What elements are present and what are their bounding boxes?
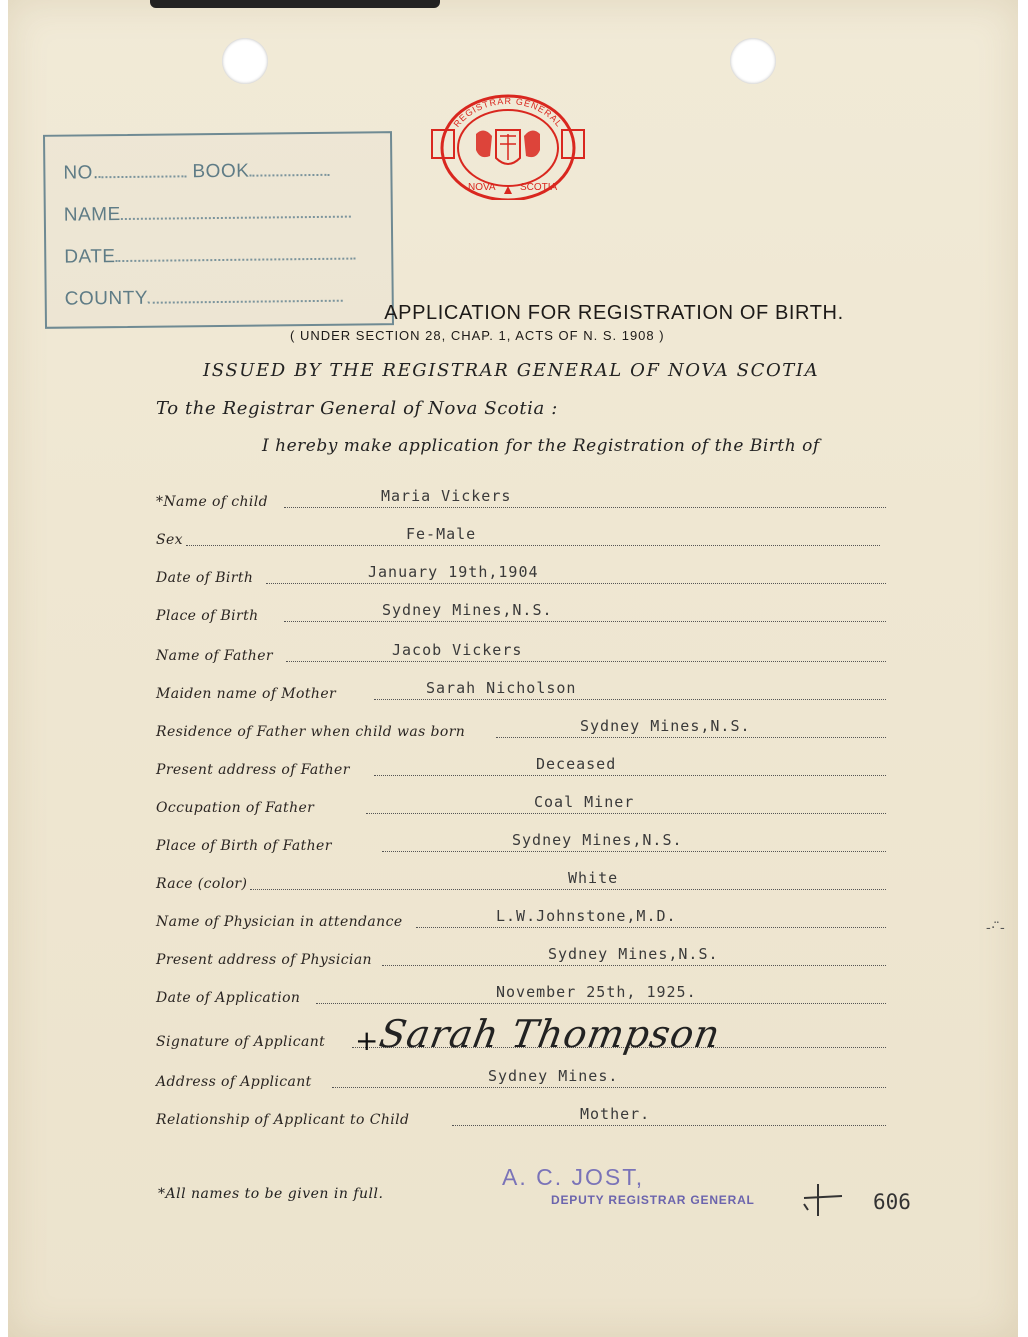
- registration-number: 606: [873, 1190, 911, 1214]
- registration-stamp: [43, 131, 394, 329]
- margin-mark: -⋅ ̈-: [986, 920, 1005, 936]
- field-signature-of-applicant: Signature of Applicant: [156, 1026, 886, 1052]
- field-present-address-of-physician: Present address of Physician Sydney Mines,N.S.: [156, 944, 886, 970]
- stamp-county-label: COUNTY: [64, 287, 149, 310]
- footnote: *All names to be given in full.: [158, 1186, 384, 1202]
- document-title: APPLICATION FOR REGISTRATION OF BIRTH.: [384, 302, 844, 324]
- field-sex: Sex Fe-Male: [156, 524, 880, 550]
- binder-clip-edge: [150, 0, 440, 8]
- stamp-no-label: NO.: [63, 162, 99, 184]
- registrar-general-seal: [428, 90, 588, 200]
- seal-nova-text: NOVA: [468, 182, 496, 193]
- field-place-of-birth-of-father: Place of Birth of Father Sydney Mines,N.S.: [156, 830, 886, 856]
- deputy-registrar-stamp-title: DEPUTY REGISTRAR GENERAL: [551, 1193, 755, 1207]
- value-physician-in-attendance: L.W.Johnstone,M.D.: [496, 907, 677, 925]
- value-present-address-of-father: Deceased: [536, 755, 617, 773]
- stamp-book-label: BOOK: [192, 160, 250, 183]
- value-residence-of-father: Sydney Mines,N.S.: [580, 717, 751, 735]
- field-physician-in-attendance: Name of Physician in attendance L.W.Johnstone,M.D.: [156, 906, 886, 932]
- value-place-of-birth-of-father: Sydney Mines,N.S.: [512, 831, 683, 849]
- punch-hole-right: [730, 38, 776, 84]
- value-relationship-of-applicant: Mother.: [580, 1105, 651, 1123]
- applicant-signature: Sarah Thompson: [376, 1012, 724, 1056]
- value-sex: Fe-Male: [406, 525, 477, 543]
- issued-by-line: ISSUED BY THE REGISTRAR GENERAL OF NOVA SCOTIA: [203, 360, 820, 381]
- value-date-of-birth: January 19th,1904: [368, 563, 539, 581]
- field-date-of-application: Date of Application November 25th, 1925.: [156, 982, 886, 1008]
- seal-top-text: REGISTRAR GENERAL: [451, 95, 565, 130]
- value-address-of-applicant: Sydney Mines.: [488, 1067, 619, 1085]
- deputy-registrar-stamp-name: A. C. JOST,: [502, 1164, 645, 1190]
- stamp-name-label: NAME: [63, 204, 121, 226]
- applicant-mark: +: [355, 1024, 379, 1057]
- value-name-of-child: Maria Vickers: [381, 487, 512, 505]
- field-name-of-child: *Name of child Maria Vickers: [156, 486, 886, 512]
- field-race-color: Race (color) White: [156, 868, 886, 894]
- field-residence-of-father: Residence of Father when child was born Sydney Mines,N.S.: [156, 716, 886, 742]
- value-race-color: White: [568, 869, 619, 887]
- salutation-line: To the Registrar General of Nova Scotia :: [156, 398, 558, 419]
- field-address-of-applicant: Address of Applicant Sydney Mines.: [156, 1066, 886, 1092]
- application-statement: I hereby make application for the Registration of the Birth of: [262, 436, 820, 456]
- value-present-address-of-physician: Sydney Mines,N.S.: [548, 945, 719, 963]
- punch-hole-left: [222, 38, 268, 84]
- value-place-of-birth: Sydney Mines,N.S.: [382, 601, 553, 619]
- value-maiden-name-of-mother: Sarah Nicholson: [426, 679, 577, 697]
- value-name-of-father: Jacob Vickers: [392, 641, 523, 659]
- document-subtitle: ( UNDER SECTION 28, CHAP. 1, ACTS OF N. S. 1908 ): [290, 328, 665, 343]
- field-place-of-birth: Place of Birth Sydney Mines,N.S.: [156, 600, 886, 626]
- stamp-date-label: DATE: [64, 246, 116, 268]
- handwritten-check-mark: [798, 1180, 848, 1220]
- value-date-of-application: November 25th, 1925.: [496, 983, 697, 1001]
- value-occupation-of-father: Coal Miner: [534, 793, 635, 811]
- field-date-of-birth: Date of Birth January 19th,1904: [156, 562, 886, 588]
- field-relationship-of-applicant: Relationship of Applicant to Child Mother.: [156, 1104, 886, 1130]
- field-occupation-of-father: Occupation of Father Coal Miner: [156, 792, 886, 818]
- field-name-of-father: Name of Father Jacob Vickers: [156, 640, 886, 666]
- field-present-address-of-father: Present address of Father Deceased: [156, 754, 886, 780]
- field-maiden-name-of-mother: Maiden name of Mother Sarah Nicholson: [156, 678, 886, 704]
- seal-scotia-text: SCOTIA: [520, 182, 558, 193]
